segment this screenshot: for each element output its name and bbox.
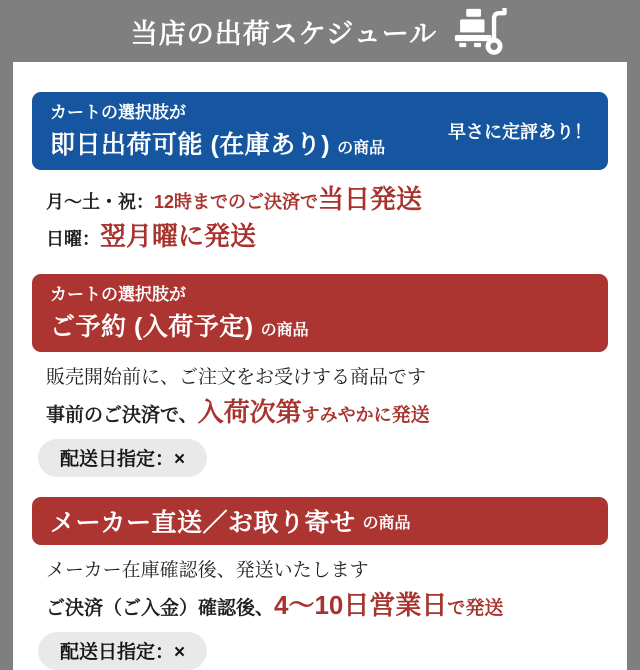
instock-sunday-result: 翌月曜に発送 — [100, 221, 257, 251]
instock-sunday-label: 日曜： — [46, 229, 100, 249]
direct-delivery-date-badge: 配送日指定：× — [38, 632, 207, 670]
header — [13, 0, 627, 62]
banner-instock-note: 早さに定評あり！ — [448, 122, 592, 142]
banner-preorder-suffix: の商品 — [260, 322, 309, 340]
direct-timing-tail: 発送 — [465, 598, 504, 619]
preorder-shipping-line — [46, 395, 608, 433]
direct-shipping-line — [46, 588, 608, 626]
instock-weekday-result: 当日発送 — [318, 184, 423, 214]
preorder-timing-strong: 入荷次第 — [197, 397, 302, 427]
preorder-condition-label: 事前のご決済で、 — [46, 405, 198, 426]
preorder-delivery-date-badge: 配送日指定：× — [38, 439, 207, 477]
preorder-timing-tail: 発送 — [391, 405, 430, 426]
banner-direct-suffix: の商品 — [362, 514, 411, 532]
banner-instock-top: カートの選択肢が — [50, 102, 186, 122]
delivery-cart-icon — [453, 8, 509, 55]
direct-timing-mid: で — [447, 598, 466, 618]
preorder-description: 販売開始前に、ご注文をお受けする商品です — [46, 367, 427, 388]
banner-instock-main: 即日出荷可能 (在庫あり) — [50, 131, 331, 160]
banner-instock-suffix: の商品 — [337, 140, 386, 158]
banner-instock-mainline — [50, 125, 385, 161]
instock-line-weekday — [46, 182, 608, 219]
preorder-timing-mid: すみやかに — [301, 405, 392, 425]
banner-preorder-top: カートの選択肢が — [50, 284, 186, 304]
instock-weekday-label: 月〜土・祝： — [46, 192, 154, 212]
instock-weekday-condition: 12時までのご決済で — [154, 192, 319, 212]
banner-preorder-text — [50, 283, 309, 344]
direct-timing-strong: 4〜10日営業日 — [274, 590, 448, 620]
banner-direct — [32, 497, 608, 545]
banner-preorder — [32, 274, 608, 352]
page-title: 当店の出荷スケジュール — [130, 18, 438, 49]
banner-instock-text — [50, 101, 385, 162]
instock-line-sunday — [46, 219, 608, 256]
instock-details — [46, 182, 608, 256]
direct-details — [46, 554, 608, 626]
content-area — [13, 62, 627, 670]
direct-condition-label: ご決済（ご入金）確認後、 — [46, 598, 275, 619]
banner-preorder-main: ご予約 (入荷予定) — [50, 313, 254, 342]
direct-description: メーカー在庫確認後、発送いたします — [46, 560, 369, 581]
banner-instock — [32, 92, 608, 170]
banner-direct-main: メーカー直送／お取り寄せ — [50, 509, 356, 537]
preorder-details — [46, 361, 608, 433]
banner-preorder-mainline — [50, 307, 309, 343]
